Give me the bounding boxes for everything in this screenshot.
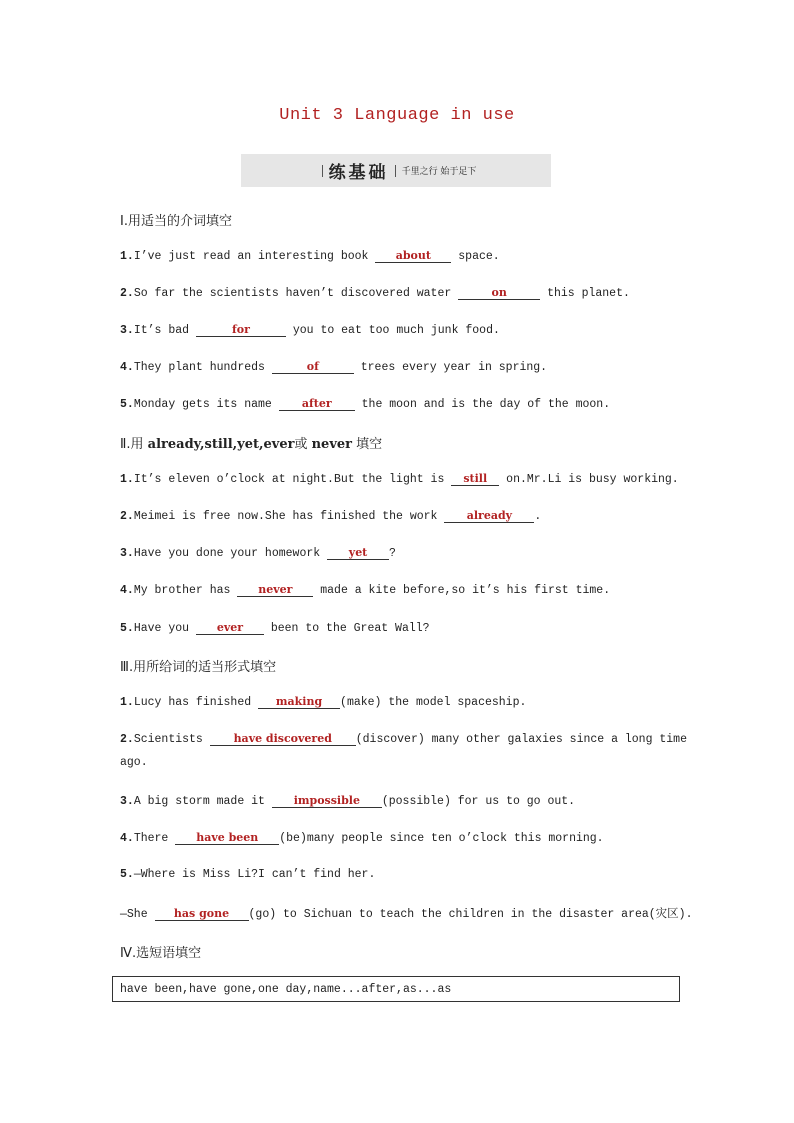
section-2-title: Ⅱ.用 already,still,yet,ever或 never 填空 [120,437,383,452]
item-number: 5. [120,398,134,411]
item-text: Have you done your homework [133,547,328,560]
item-number: 3. [120,795,134,808]
item-text: ? [389,547,396,560]
item-text: (go) to Sichuan to teach the children in the disaster area(灾区). [248,908,693,921]
banner-main: 练基础 [328,163,389,183]
item-number: 4. [120,584,134,597]
item-text: space. [451,250,500,263]
q2-item [120,472,680,486]
item-number: 5. [120,868,134,881]
q1-item [120,397,680,411]
answer-blank: making [258,695,340,709]
q3-item [120,732,687,746]
item-text: It’s eleven o’clock at night.But the light is [133,473,452,486]
item-text: A big storm made it [133,795,272,808]
item-text: Scientists [133,733,210,746]
answer-blank: after [279,397,355,411]
section-banner [241,154,551,187]
item-number: 2. [120,287,134,300]
item-number: 2. [120,510,134,523]
q2-item [120,546,680,560]
section-3-title: Ⅲ.用所给词的适当形式填空 [120,660,277,675]
q2-item [120,509,680,523]
item-text: (make) the model spaceship. [340,696,527,709]
item-number: 1. [120,473,134,486]
item-text: Lucy has finished [133,696,259,709]
item-text: . [534,510,542,523]
item-text: been to the Great Wall? [263,622,430,635]
item-number: 5. [120,622,134,635]
item-number: 3. [120,547,134,560]
item-text: made a kite before,so it’s his first time. [313,584,611,597]
answer-blank: have been [175,831,279,845]
banner-divider [395,165,396,177]
q1-item [120,360,680,374]
item-number: 3. [120,324,134,337]
answer-blank: about [375,249,451,263]
banner-sub: 千里之行 始于足下 [401,167,477,177]
item-text: They plant hundreds [133,361,272,374]
answer-blank: of [272,360,354,374]
item-number: 1. [120,250,134,263]
q1-item [120,249,680,263]
item-text: (discover) many other galaxies since a long time [355,733,687,746]
item-text: It’s bad [133,324,196,337]
answer-blank: impossible [272,794,382,808]
item-text: (be)many people since ten o’clock this morning. [279,832,604,845]
answer-blank: have discovered [210,732,356,746]
item-text: —Where is Miss Li?I can’t find her. [133,868,376,881]
q2-item [120,583,680,597]
item-number: 1. [120,696,134,709]
item-text: the moon and is the day of the moon. [354,398,611,411]
page-title: Unit 3 Language in use [279,106,515,125]
q2-item [120,621,680,635]
item-number: 2. [120,733,134,746]
item-text: So far the scientists haven’t discovered water [133,287,459,300]
item-text: Meimei is free now.She has finished the work [133,510,445,523]
item-text: (possible) for us to go out. [381,795,576,808]
item-text: My brother has [133,584,238,597]
answer-blank: already [444,509,534,523]
item-text: on.Mr.Li is busy working. [499,473,679,486]
q3-item [120,831,680,845]
answer-blank: has gone [155,907,249,921]
answer-blank: for [196,323,286,337]
answer-blank: yet [327,546,389,560]
item-text: There [133,832,176,845]
q3-item [120,794,680,808]
q3-item [120,868,680,881]
section-4-title: Ⅳ.选短语填空 [120,946,202,961]
item-text: trees every year in spring. [353,361,548,374]
item-text: you to eat too much junk food. [285,324,500,337]
answer-blank: ever [196,621,264,635]
item-continuation: ago. [120,756,148,769]
q1-item [120,323,680,337]
item-number: 4. [120,832,134,845]
item-number: 4. [120,361,134,374]
answer-blank: never [237,583,313,597]
phrase-box: have been,have gone,one day,name...after,as...as [112,976,680,1002]
section-1-title: Ⅰ.用适当的介词填空 [120,214,232,229]
item-text: I’ve just read an interesting book [133,250,376,263]
q3-item [120,905,693,921]
answer-blank: still [451,472,499,486]
item-text: Monday gets its name [133,398,279,411]
item-text: Have you [133,622,196,635]
answer-blank: on [458,286,540,300]
banner-divider [322,165,323,177]
item-text: —She [120,908,155,921]
q1-item [120,286,680,300]
item-text: this planet. [540,287,630,300]
q3-item [120,695,680,709]
